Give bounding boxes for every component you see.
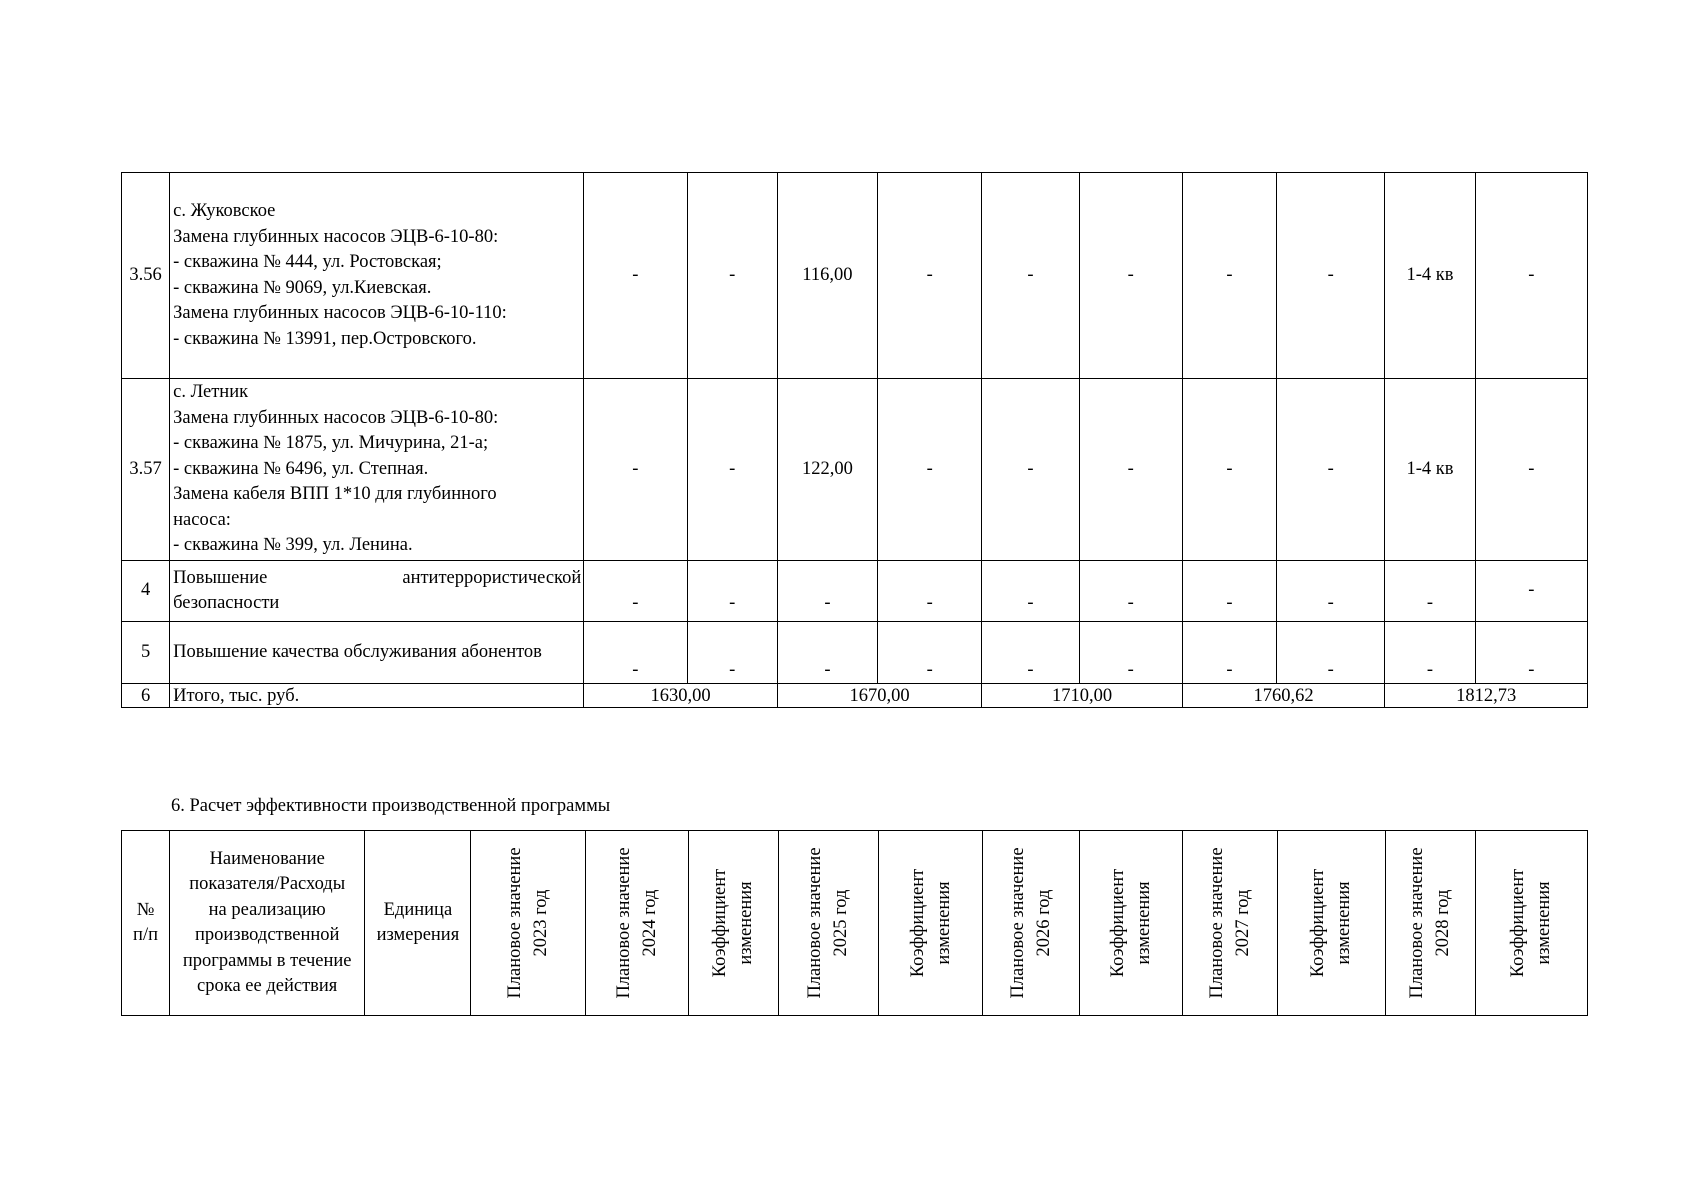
table-cell: -	[1475, 561, 1587, 622]
table-row	[122, 622, 1588, 684]
header-coef-2028: Коэффициент изменения	[1475, 831, 1587, 1016]
header-plan-2023: Плановое значение 2023 год	[471, 831, 585, 1016]
table-cell: -	[687, 561, 777, 622]
header-coef-2027: Коэффициент изменения	[1277, 831, 1385, 1016]
table-cell: -	[687, 173, 777, 379]
row-description: с. Жуковское Замена глубинных насосов ЭЦВ-6-10-80: - скважина № 444, ул. Ростовская; - скважина № 9069, ул.Киевская. Замена глубинных насосов ЭЦВ-6-10-110: - скважина № 13991, пер.Островского.	[170, 173, 584, 379]
table-cell: -	[878, 622, 982, 684]
table-cell: -	[1277, 173, 1385, 379]
table-cell: -	[1385, 622, 1475, 684]
header-plan-2024: Плановое значение 2024 год	[585, 831, 688, 1016]
table-cell: -	[584, 173, 687, 379]
total-2027: 1812,73	[1385, 684, 1588, 708]
table-cell: -	[1182, 379, 1276, 561]
header-plan-2025: Плановое значение 2025 год	[778, 831, 878, 1016]
row-description: Повышение качества обслуживания абонентов	[170, 622, 584, 684]
header-indicator-name: Наименование показателя/Расходы на реализацию производственной программы в течение срока ее действия	[170, 831, 365, 1016]
table-cell: -	[1079, 622, 1182, 684]
table-cell: -	[1277, 561, 1385, 622]
table-cell: -	[1475, 173, 1587, 379]
header-coef-2024: Коэффициент изменения	[688, 831, 778, 1016]
table-row	[122, 561, 1588, 622]
table-cell: -	[878, 561, 982, 622]
total-2024: 1670,00	[777, 684, 982, 708]
row-number: 4	[122, 561, 170, 622]
table-cell: -	[687, 379, 777, 561]
table-row	[122, 173, 1588, 379]
table-cell: -	[1475, 622, 1587, 684]
table-cell: -	[878, 379, 982, 561]
section-title: 6. Расчет эффективности производственной программы	[171, 796, 611, 816]
row-description: Повышение антитеррористической безопасности	[170, 561, 584, 622]
table-cell: -	[687, 622, 777, 684]
total-2023: 1630,00	[584, 684, 778, 708]
header-unit: Единица измерения	[365, 831, 471, 1016]
table-cell: -	[1079, 561, 1182, 622]
table-cell: -	[777, 622, 877, 684]
total-2026: 1760,62	[1182, 684, 1385, 708]
table-cell: -	[1277, 622, 1385, 684]
table-cell: 116,00	[777, 173, 877, 379]
total-2025: 1710,00	[982, 684, 1183, 708]
total-label: Итого, тыс. руб.	[170, 684, 584, 708]
header-row	[122, 831, 1588, 1016]
table-cell: -	[982, 379, 1079, 561]
row-number: 3.57	[122, 379, 170, 561]
table-cell: -	[1475, 379, 1587, 561]
table-cell: -	[1182, 173, 1276, 379]
table-cell: -	[1182, 561, 1276, 622]
table-cell: -	[1182, 622, 1276, 684]
row-number: 3.56	[122, 173, 170, 379]
table-cell: -	[584, 561, 687, 622]
table-cell: -	[584, 622, 687, 684]
efficiency-table	[121, 830, 1588, 1016]
table-cell: 122,00	[777, 379, 877, 561]
table-cell: -	[1385, 561, 1475, 622]
row-number: 6	[122, 684, 170, 708]
header-plan-2028: Плановое значение 2028 год	[1385, 831, 1475, 1016]
header-plan-2026: Плановое значение 2026 год	[983, 831, 1080, 1016]
table-cell: -	[1079, 173, 1182, 379]
table-cell: -	[1079, 379, 1182, 561]
table-row	[122, 379, 1588, 561]
header-plan-2027: Плановое значение 2027 год	[1183, 831, 1277, 1016]
program-table	[121, 172, 1588, 708]
row-description: с. Летник Замена глубинных насосов ЭЦВ-6-10-80: - скважина № 1875, ул. Мичурина, 21-а; - скважина № 6496, ул. Степная. Замена кабеля ВПП 1*10 для глубинного насоса: - скважина № 399, ул. Ленина.	[170, 379, 584, 561]
row-number: 5	[122, 622, 170, 684]
table-cell: -	[1277, 379, 1385, 561]
table-cell: -	[982, 561, 1079, 622]
table-cell: -	[584, 379, 687, 561]
header-coef-2026: Коэффициент изменения	[1080, 831, 1183, 1016]
table-cell: -	[878, 173, 982, 379]
table-cell: 1-4 кв	[1385, 379, 1475, 561]
table-cell: -	[982, 173, 1079, 379]
table-cell: 1-4 кв	[1385, 173, 1475, 379]
table-cell: -	[777, 561, 877, 622]
total-row	[122, 684, 1588, 708]
table-cell: -	[982, 622, 1079, 684]
header-coef-2025: Коэффициент изменения	[878, 831, 982, 1016]
header-number: № п/п	[122, 831, 170, 1016]
